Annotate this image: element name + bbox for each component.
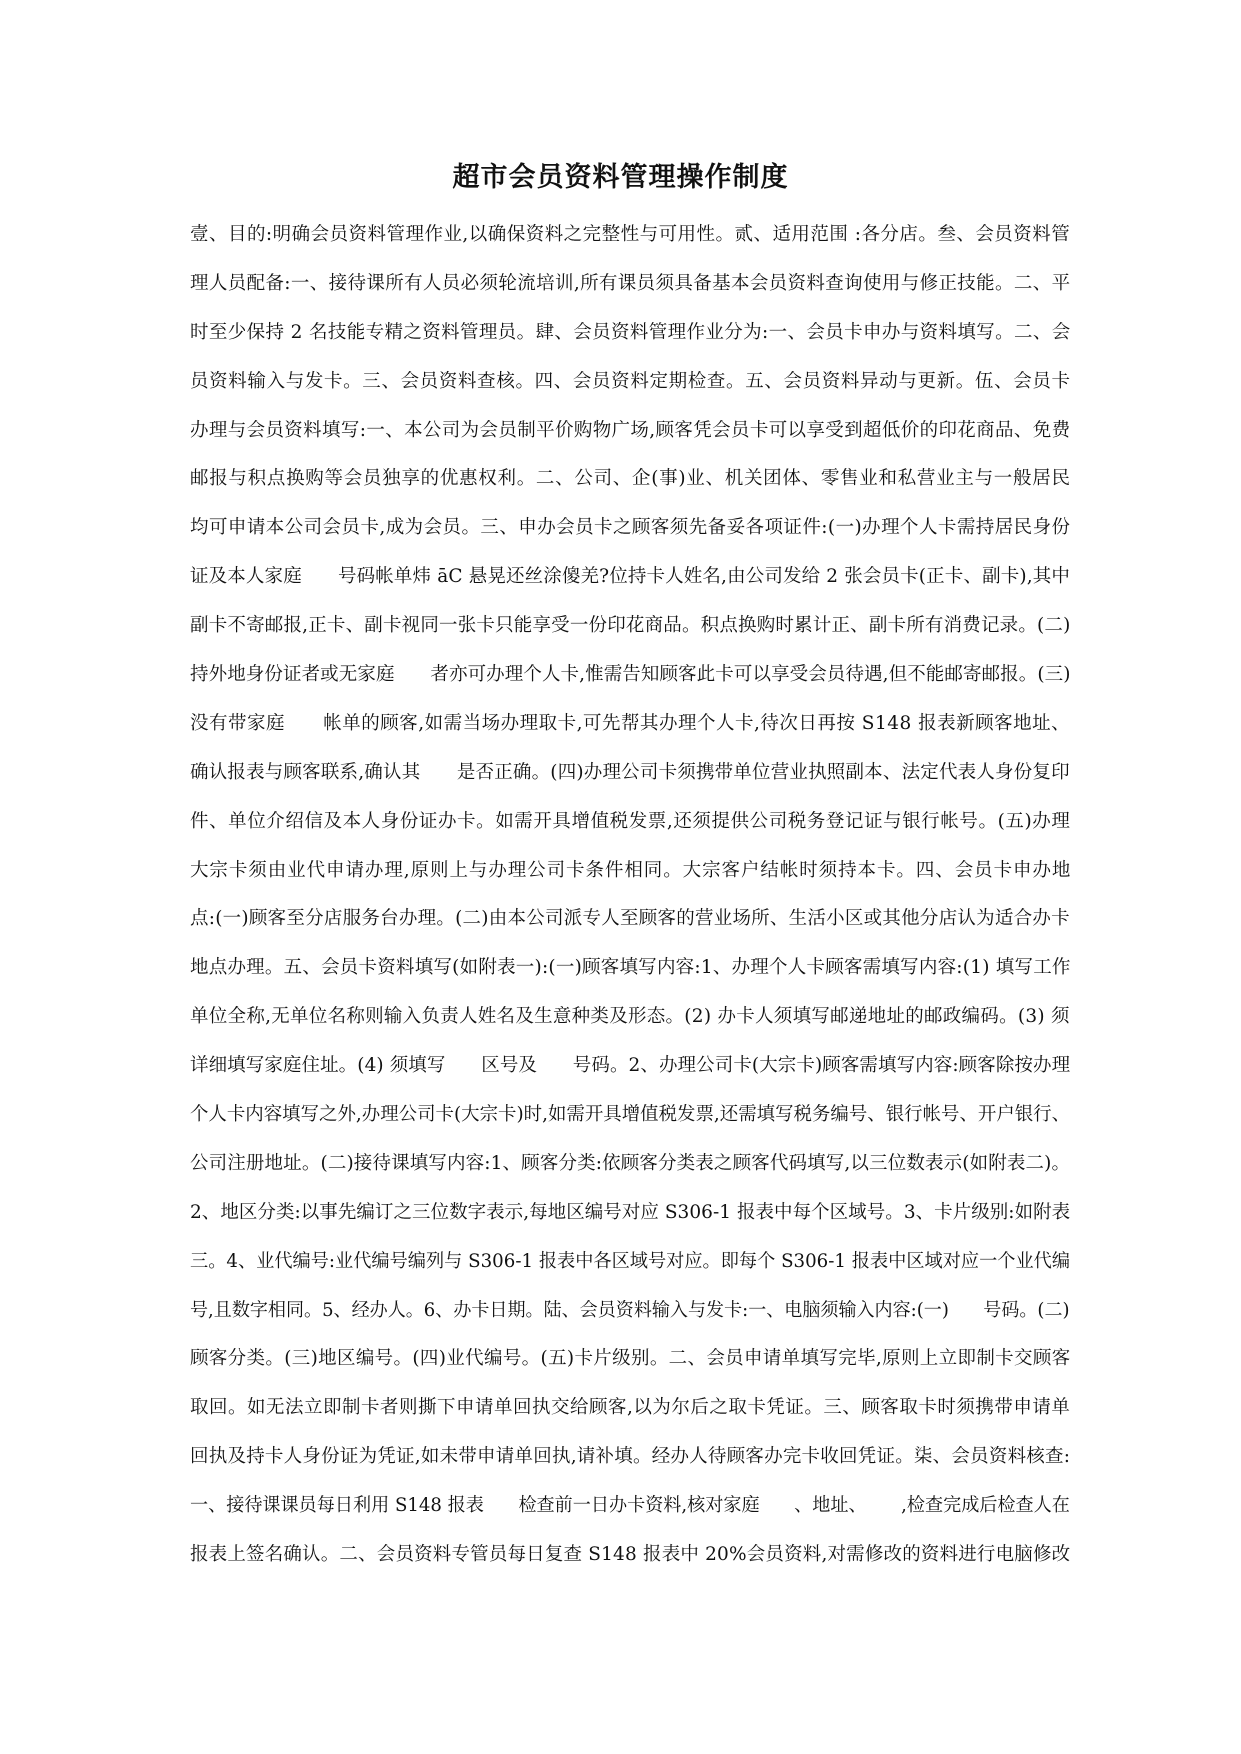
body-line: 没有带家庭 帐单的顾客,如需当场办理取卡,可先帮其办理个人卡,待次日再按 S148 报表新顾客地址、 — [190, 712, 1071, 734]
document-body — [190, 221, 1070, 1590]
body-line: 时至少保持 2 名技能专精之资料管理员。肆、会员资料管理作业分为:一、会员卡申办与资料填写。二、会 — [190, 321, 1071, 343]
body-line: 点:(一)顾客至分店服务台办理。(二)由本公司派专人至顾客的营业场所、生活小区或其他分店认为适合办卡 — [190, 908, 1070, 930]
body-line: 个人卡内容填写之外,办理公司卡(大宗卡)时,如需开具增值税发票,还需填写税务编号、银行帐号、开户银行、 — [190, 1104, 1071, 1126]
body-line: 件、单位介绍信及本人身份证办卡。如需开具增值税发票,还须提供公司税务登记证与银行帐号。(五)办理 — [190, 810, 1071, 832]
body-line: 确认报表与顾客联系,确认其 是否正确。(四)办理公司卡须携带单位营业执照副本、法定代表人身份复印 — [190, 761, 1070, 783]
body-line: 大宗卡须由业代申请办理,原则上与办理公司卡条件相同。大宗客户结帐时须持本卡。四、会员卡申办地 — [190, 859, 1072, 881]
body-line: 壹、目的:明确会员资料管理作业,以确保资料之完整性与可用性。贰、适用范围 :各分店。叁、会员资料管 — [190, 224, 1071, 245]
body-line: 取回。如无法立即制卡者则撕下申请单回执交给顾客,以为尔后之取卡凭证。三、顾客取卡时须携带申请单 — [190, 1397, 1071, 1419]
body-line: 公司注册地址。(二)接待课填写内容:1、顾客分类:依顾客分类表之顾客代码填写,以三位数表示(如附表二)。 — [190, 1152, 1071, 1174]
body-line: 证及本人家庭 号码帐单炜 āC 悬晃还丝涂傻羌?位持卡人姓名,由公司发给 2 张会员卡(正卡、副卡),其中 — [190, 566, 1071, 588]
body-line: 2、地区分类:以事先编订之三位数字表示,每地区编号对应 S306-1 报表中每个区域号。3、卡片级别:如附表 — [190, 1201, 1071, 1223]
body-line: 办理与会员资料填写:一、本公司为会员制平价购物广场,顾客凭会员卡可以享受到超低价的印花商品、免费 — [190, 419, 1071, 441]
body-line: 一、接待课课员每日利用 S148 报表 检查前一日办卡资料,核对家庭 、地址、 ,检查完成后检查人在 — [190, 1495, 1070, 1517]
body-line: 副卡不寄邮报,正卡、副卡视同一张卡只能享受一份印花商品。积点换购时累计正、副卡所有消费记录。(二) — [190, 615, 1071, 637]
body-line: 三。4、业代编号:业代编号编列与 S306-1 报表中各区域号对应。即每个 S306-1 报表中区域对应一个业代编 — [190, 1250, 1071, 1272]
body-line: 报表上签名确认。二、会员资料专管员每日复查 S148 报表中 20%会员资料,对需修改的资料进行电脑修改 — [190, 1544, 1071, 1566]
body-line: 邮报与积点换购等会员独享的优惠权利。二、公司、企(事)业、机关团体、零售业和私营业主与一般居民 — [190, 468, 1071, 490]
body-line: 顾客分类。(三)地区编号。(四)业代编号。(五)卡片级别。二、会员申请单填写完毕,原则上立即制卡交顾客 — [190, 1348, 1071, 1370]
body-line: 持外地身份证者或无家庭 者亦可办理个人卡,惟需告知顾客此卡可以享受会员待遇,但不能邮寄邮报。(三) — [190, 664, 1071, 686]
body-line: 单位全称,无单位名称则输入负责人姓名及生意种类及形态。(2) 办卡人须填写邮递地址的邮政编码。(3) 须 — [190, 1006, 1070, 1028]
body-line: 员资料输入与发卡。三、会员资料查核。四、会员资料定期检查。五、会员资料异动与更新。伍、会员卡 — [190, 370, 1071, 392]
body-line: 号,且数字相同。5、经办人。6、办卡日期。陆、会员资料输入与发卡:一、电脑须输入内容:(一) 号码。(二) — [190, 1299, 1070, 1321]
body-line: 理人员配备:一、接待课所有人员必须轮流培训,所有课员须具备基本会员资料查询使用与修正技能。二、平 — [190, 272, 1071, 294]
body-line: 详细填写家庭住址。(4) 须填写 区号及 号码。2、办理公司卡(大宗卡)顾客需填写内容:顾客除按办理 — [190, 1055, 1071, 1077]
body-line: 回执及持卡人身份证为凭证,如未带申请单回执,请补填。经办人待顾客办完卡收回凭证。柒、会员资料核查: — [190, 1446, 1071, 1468]
body-line: 均可申请本公司会员卡,成为会员。三、申办会员卡之顾客须先备妥各项证件:(一)办理个人卡需持居民身份 — [190, 517, 1071, 539]
body-line: 地点办理。五、会员卡资料填写(如附表一):(一)顾客填写内容:1、办理个人卡顾客需填写内容:(1) 填写工作 — [190, 957, 1071, 979]
document-title: 超市会员资料管理操作制度 — [452, 162, 789, 193]
